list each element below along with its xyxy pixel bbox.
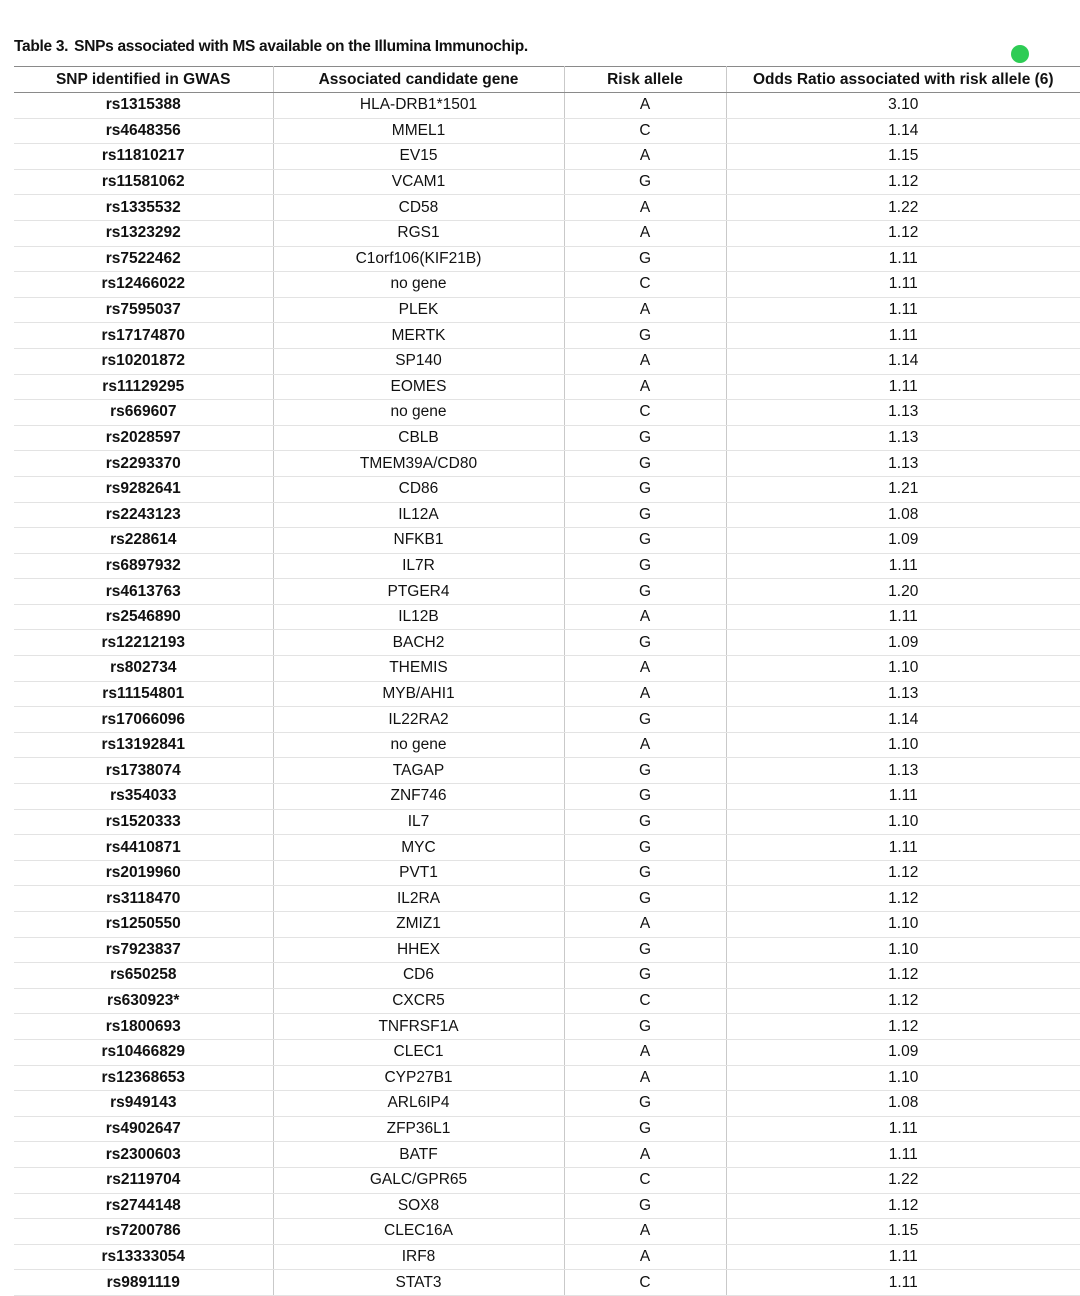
cell-risk-allele: G [564, 1014, 726, 1040]
cell-odds-ratio: 1.12 [726, 1193, 1080, 1219]
table-row [14, 835, 1080, 861]
cell-odds-ratio: 1.11 [726, 297, 1080, 323]
cell-snp: rs1315388 [14, 93, 273, 119]
cell-odds-ratio: 1.13 [726, 400, 1080, 426]
cell-snp: rs17066096 [14, 707, 273, 733]
cell-risk-allele: G [564, 963, 726, 989]
cell-gene: IL7R [273, 553, 564, 579]
header-odds-ratio: Odds Ratio associated with risk allele (6) [726, 67, 1080, 93]
cell-risk-allele: G [564, 476, 726, 502]
cell-gene: STAT3 [273, 1270, 564, 1296]
cell-odds-ratio: 1.11 [726, 553, 1080, 579]
cell-gene: MMEL1 [273, 118, 564, 144]
cell-odds-ratio: 1.12 [726, 886, 1080, 912]
cell-risk-allele: G [564, 784, 726, 810]
cell-gene: IL12B [273, 604, 564, 630]
table-row [14, 809, 1080, 835]
cell-risk-allele: G [564, 835, 726, 861]
cell-gene: SOX8 [273, 1193, 564, 1219]
cell-risk-allele: C [564, 988, 726, 1014]
cell-snp: rs1323292 [14, 220, 273, 246]
cell-odds-ratio: 1.11 [726, 323, 1080, 349]
cell-gene: BATF [273, 1142, 564, 1168]
cell-gene: SP140 [273, 348, 564, 374]
table-row [14, 681, 1080, 707]
cell-gene: IL22RA2 [273, 707, 564, 733]
cell-risk-allele: G [564, 425, 726, 451]
cell-risk-allele: G [564, 707, 726, 733]
cell-gene: IL7 [273, 809, 564, 835]
cell-gene: GALC/GPR65 [273, 1167, 564, 1193]
table-row [14, 988, 1080, 1014]
cell-snp: rs1738074 [14, 758, 273, 784]
cell-odds-ratio: 1.13 [726, 451, 1080, 477]
cell-snp: rs10466829 [14, 1039, 273, 1065]
cell-risk-allele: A [564, 1065, 726, 1091]
table-row [14, 912, 1080, 938]
cell-risk-allele: G [564, 579, 726, 605]
cell-gene: EOMES [273, 374, 564, 400]
table-row [14, 374, 1080, 400]
cell-odds-ratio: 1.11 [726, 1142, 1080, 1168]
cell-odds-ratio: 1.08 [726, 502, 1080, 528]
table-header-row [14, 67, 1080, 93]
cell-risk-allele: G [564, 323, 726, 349]
cell-risk-allele: A [564, 1244, 726, 1270]
table-row [14, 246, 1080, 272]
cell-snp: rs354033 [14, 784, 273, 810]
table-row [14, 656, 1080, 682]
table-row [14, 93, 1080, 119]
cell-risk-allele: G [564, 886, 726, 912]
cell-odds-ratio: 1.12 [726, 220, 1080, 246]
cell-odds-ratio: 1.12 [726, 988, 1080, 1014]
table-row [14, 272, 1080, 298]
cell-gene: IL2RA [273, 886, 564, 912]
table-row [14, 1244, 1080, 1270]
cell-odds-ratio: 1.10 [726, 937, 1080, 963]
table-row [14, 553, 1080, 579]
cell-snp: rs13192841 [14, 732, 273, 758]
cell-snp: rs228614 [14, 528, 273, 554]
table-row [14, 169, 1080, 195]
cell-gene: CXCR5 [273, 988, 564, 1014]
cell-risk-allele: A [564, 912, 726, 938]
cell-risk-allele: G [564, 502, 726, 528]
cell-snp: rs1335532 [14, 195, 273, 221]
cell-odds-ratio: 1.10 [726, 912, 1080, 938]
cell-odds-ratio: 1.13 [726, 425, 1080, 451]
cell-gene: BACH2 [273, 630, 564, 656]
cell-gene: HHEX [273, 937, 564, 963]
snp-table [14, 66, 1080, 1296]
status-dot-icon [1011, 45, 1029, 63]
table-row [14, 707, 1080, 733]
table-row [14, 348, 1080, 374]
cell-gene: ARL6IP4 [273, 1091, 564, 1117]
cell-gene: no gene [273, 732, 564, 758]
cell-odds-ratio: 1.15 [726, 1219, 1080, 1245]
cell-gene: no gene [273, 272, 564, 298]
cell-odds-ratio: 1.22 [726, 1167, 1080, 1193]
cell-odds-ratio: 1.10 [726, 1065, 1080, 1091]
cell-snp: rs9282641 [14, 476, 273, 502]
table-row [14, 400, 1080, 426]
cell-snp: rs1250550 [14, 912, 273, 938]
cell-gene: VCAM1 [273, 169, 564, 195]
cell-snp: rs7522462 [14, 246, 273, 272]
cell-risk-allele: A [564, 297, 726, 323]
table-row [14, 1167, 1080, 1193]
cell-odds-ratio: 1.09 [726, 528, 1080, 554]
table-row [14, 604, 1080, 630]
cell-risk-allele: G [564, 809, 726, 835]
cell-risk-allele: A [564, 732, 726, 758]
table-row [14, 528, 1080, 554]
table-row [14, 1039, 1080, 1065]
cell-odds-ratio: 1.11 [726, 246, 1080, 272]
cell-snp: rs4410871 [14, 835, 273, 861]
cell-gene: IL12A [273, 502, 564, 528]
cell-risk-allele: G [564, 1091, 726, 1117]
cell-gene: EV15 [273, 144, 564, 170]
table-row [14, 1065, 1080, 1091]
cell-snp: rs2028597 [14, 425, 273, 451]
cell-gene: PLEK [273, 297, 564, 323]
cell-odds-ratio: 1.10 [726, 809, 1080, 835]
cell-risk-allele: A [564, 604, 726, 630]
cell-odds-ratio: 1.12 [726, 1014, 1080, 1040]
cell-odds-ratio: 1.12 [726, 963, 1080, 989]
cell-snp: rs11129295 [14, 374, 273, 400]
cell-risk-allele: C [564, 400, 726, 426]
cell-risk-allele: C [564, 272, 726, 298]
cell-odds-ratio: 1.08 [726, 1091, 1080, 1117]
cell-gene: CLEC1 [273, 1039, 564, 1065]
cell-snp: rs4902647 [14, 1116, 273, 1142]
cell-gene: PTGER4 [273, 579, 564, 605]
cell-snp: rs13333054 [14, 1244, 273, 1270]
cell-snp: rs7200786 [14, 1219, 273, 1245]
cell-gene: TMEM39A/CD80 [273, 451, 564, 477]
table-row [14, 937, 1080, 963]
cell-risk-allele: A [564, 348, 726, 374]
cell-odds-ratio: 1.11 [726, 1244, 1080, 1270]
cell-odds-ratio: 1.10 [726, 656, 1080, 682]
cell-snp: rs3118470 [14, 886, 273, 912]
cell-snp: rs11154801 [14, 681, 273, 707]
cell-odds-ratio: 1.11 [726, 1116, 1080, 1142]
cell-gene: HLA-DRB1*1501 [273, 93, 564, 119]
cell-snp: rs2546890 [14, 604, 273, 630]
cell-odds-ratio: 1.13 [726, 758, 1080, 784]
cell-odds-ratio: 1.14 [726, 118, 1080, 144]
cell-risk-allele: C [564, 1270, 726, 1296]
table-row [14, 297, 1080, 323]
cell-snp: rs1800693 [14, 1014, 273, 1040]
cell-gene: C1orf106(KIF21B) [273, 246, 564, 272]
cell-risk-allele: G [564, 937, 726, 963]
cell-risk-allele: C [564, 118, 726, 144]
cell-gene: CYP27B1 [273, 1065, 564, 1091]
cell-risk-allele: G [564, 553, 726, 579]
cell-gene: TAGAP [273, 758, 564, 784]
table-row [14, 451, 1080, 477]
cell-snp: rs11581062 [14, 169, 273, 195]
table-row [14, 220, 1080, 246]
table-row [14, 1219, 1080, 1245]
cell-snp: rs11810217 [14, 144, 273, 170]
cell-snp: rs1520333 [14, 809, 273, 835]
cell-risk-allele: A [564, 220, 726, 246]
cell-snp: rs9891119 [14, 1270, 273, 1296]
cell-risk-allele: G [564, 451, 726, 477]
header-gene: Associated candidate gene [273, 67, 564, 93]
cell-odds-ratio: 1.14 [726, 707, 1080, 733]
cell-odds-ratio: 1.21 [726, 476, 1080, 502]
cell-gene: no gene [273, 400, 564, 426]
cell-snp: rs2300603 [14, 1142, 273, 1168]
cell-odds-ratio: 1.09 [726, 1039, 1080, 1065]
cell-odds-ratio: 1.13 [726, 681, 1080, 707]
cell-odds-ratio: 1.11 [726, 1270, 1080, 1296]
cell-gene: PVT1 [273, 860, 564, 886]
table-row [14, 476, 1080, 502]
cell-snp: rs2119704 [14, 1167, 273, 1193]
cell-snp: rs12212193 [14, 630, 273, 656]
cell-odds-ratio: 1.10 [726, 732, 1080, 758]
cell-risk-allele: G [564, 630, 726, 656]
cell-snp: rs630923* [14, 988, 273, 1014]
cell-gene: ZFP36L1 [273, 1116, 564, 1142]
cell-snp: rs2744148 [14, 1193, 273, 1219]
cell-risk-allele: A [564, 1219, 726, 1245]
cell-snp: rs10201872 [14, 348, 273, 374]
cell-risk-allele: A [564, 195, 726, 221]
cell-gene: RGS1 [273, 220, 564, 246]
cell-snp: rs949143 [14, 1091, 273, 1117]
cell-snp: rs802734 [14, 656, 273, 682]
table-row [14, 758, 1080, 784]
table-row [14, 118, 1080, 144]
cell-odds-ratio: 1.12 [726, 169, 1080, 195]
cell-odds-ratio: 1.09 [726, 630, 1080, 656]
cell-odds-ratio: 1.11 [726, 374, 1080, 400]
cell-risk-allele: G [564, 860, 726, 886]
cell-risk-allele: G [564, 169, 726, 195]
cell-odds-ratio: 1.12 [726, 860, 1080, 886]
cell-odds-ratio: 1.20 [726, 579, 1080, 605]
cell-gene: CD58 [273, 195, 564, 221]
table-row [14, 630, 1080, 656]
cell-odds-ratio: 1.15 [726, 144, 1080, 170]
cell-gene: CD86 [273, 476, 564, 502]
table-row [14, 784, 1080, 810]
table-caption [14, 38, 528, 56]
cell-risk-allele: G [564, 758, 726, 784]
cell-odds-ratio: 1.11 [726, 604, 1080, 630]
cell-snp: rs650258 [14, 963, 273, 989]
cell-risk-allele: C [564, 1167, 726, 1193]
cell-snp: rs669607 [14, 400, 273, 426]
cell-gene: ZNF746 [273, 784, 564, 810]
cell-gene: CD6 [273, 963, 564, 989]
cell-gene: MYB/AHI1 [273, 681, 564, 707]
table-row [14, 425, 1080, 451]
cell-gene: NFKB1 [273, 528, 564, 554]
table-row [14, 144, 1080, 170]
cell-gene: IRF8 [273, 1244, 564, 1270]
cell-risk-allele: A [564, 681, 726, 707]
cell-gene: CLEC16A [273, 1219, 564, 1245]
table-title: SNPs associated with MS available on the Illumina Immunochip. [74, 38, 528, 55]
cell-snp: rs2019960 [14, 860, 273, 886]
cell-risk-allele: G [564, 246, 726, 272]
cell-gene: THEMIS [273, 656, 564, 682]
cell-snp: rs12466022 [14, 272, 273, 298]
table-row [14, 1270, 1080, 1296]
table-row [14, 732, 1080, 758]
table-number: Table 3. [14, 38, 69, 55]
cell-risk-allele: G [564, 528, 726, 554]
cell-risk-allele: A [564, 1142, 726, 1168]
cell-risk-allele: A [564, 93, 726, 119]
cell-snp: rs2293370 [14, 451, 273, 477]
cell-risk-allele: A [564, 144, 726, 170]
table-body [14, 93, 1080, 1296]
cell-risk-allele: G [564, 1193, 726, 1219]
cell-snp: rs4613763 [14, 579, 273, 605]
table-row [14, 1116, 1080, 1142]
table-row [14, 579, 1080, 605]
cell-snp: rs4648356 [14, 118, 273, 144]
cell-snp: rs17174870 [14, 323, 273, 349]
table-row [14, 886, 1080, 912]
table-row [14, 502, 1080, 528]
header-risk-allele: Risk allele [564, 67, 726, 93]
cell-gene: MERTK [273, 323, 564, 349]
table-row [14, 1091, 1080, 1117]
cell-snp: rs7595037 [14, 297, 273, 323]
cell-risk-allele: A [564, 1039, 726, 1065]
cell-odds-ratio: 1.14 [726, 348, 1080, 374]
cell-odds-ratio: 1.11 [726, 835, 1080, 861]
cell-gene: TNFRSF1A [273, 1014, 564, 1040]
cell-snp: rs12368653 [14, 1065, 273, 1091]
table-row [14, 323, 1080, 349]
table-row [14, 1193, 1080, 1219]
cell-gene: ZMIZ1 [273, 912, 564, 938]
cell-snp: rs6897932 [14, 553, 273, 579]
cell-risk-allele: A [564, 374, 726, 400]
cell-odds-ratio: 1.11 [726, 784, 1080, 810]
cell-risk-allele: G [564, 1116, 726, 1142]
table-row [14, 1014, 1080, 1040]
cell-odds-ratio: 1.22 [726, 195, 1080, 221]
cell-snp: rs2243123 [14, 502, 273, 528]
cell-gene: MYC [273, 835, 564, 861]
cell-snp: rs7923837 [14, 937, 273, 963]
cell-odds-ratio: 3.10 [726, 93, 1080, 119]
table-row [14, 860, 1080, 886]
table-row [14, 963, 1080, 989]
cell-odds-ratio: 1.11 [726, 272, 1080, 298]
table-row [14, 195, 1080, 221]
header-snp: SNP identified in GWAS [14, 67, 273, 93]
cell-gene: CBLB [273, 425, 564, 451]
table-row [14, 1142, 1080, 1168]
cell-risk-allele: A [564, 656, 726, 682]
